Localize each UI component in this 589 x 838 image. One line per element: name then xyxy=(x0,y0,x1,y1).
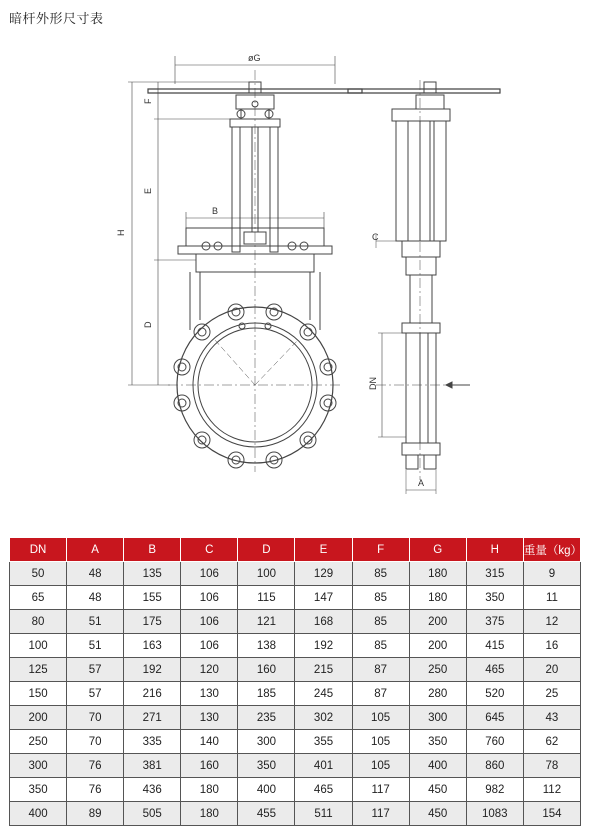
cell-dn: 400 xyxy=(10,802,67,826)
cell-e: 401 xyxy=(295,754,352,778)
cell-a: 76 xyxy=(67,778,124,802)
cell-h: 520 xyxy=(466,682,523,706)
cell-d: 185 xyxy=(238,682,295,706)
col-header-dn: DN xyxy=(10,538,67,562)
cell-a: 70 xyxy=(67,730,124,754)
label-a: A xyxy=(418,478,425,488)
cell-dn: 80 xyxy=(10,610,67,634)
cell-h: 415 xyxy=(466,634,523,658)
cell-weight: 9 xyxy=(523,562,580,586)
cell-e: 465 xyxy=(295,778,352,802)
col-header-e: E xyxy=(295,538,352,562)
label-dn: DN xyxy=(368,377,378,390)
col-header-b: B xyxy=(124,538,181,562)
cell-b: 505 xyxy=(124,802,181,826)
cell-f: 85 xyxy=(352,562,409,586)
col-header-f: F xyxy=(352,538,409,562)
cell-h: 465 xyxy=(466,658,523,682)
cell-f: 117 xyxy=(352,778,409,802)
cell-dn: 200 xyxy=(10,706,67,730)
cell-h: 375 xyxy=(466,610,523,634)
cell-g: 200 xyxy=(409,610,466,634)
cell-b: 135 xyxy=(124,562,181,586)
table-row xyxy=(10,562,581,586)
cell-g: 250 xyxy=(409,658,466,682)
cell-g: 350 xyxy=(409,730,466,754)
cell-weight: 25 xyxy=(523,682,580,706)
cell-a: 89 xyxy=(67,802,124,826)
cell-c: 160 xyxy=(181,754,238,778)
cell-b: 335 xyxy=(124,730,181,754)
table-row xyxy=(10,682,581,706)
cell-e: 245 xyxy=(295,682,352,706)
cell-b: 436 xyxy=(124,778,181,802)
cell-f: 87 xyxy=(352,682,409,706)
cell-weight: 11 xyxy=(523,586,580,610)
cell-a: 70 xyxy=(67,706,124,730)
cell-b: 155 xyxy=(124,586,181,610)
table-row xyxy=(10,610,581,634)
dimension-table xyxy=(9,537,581,826)
col-header-a: A xyxy=(67,538,124,562)
cell-d: 350 xyxy=(238,754,295,778)
col-header-c: C xyxy=(181,538,238,562)
cell-dn: 65 xyxy=(10,586,67,610)
cell-weight: 62 xyxy=(523,730,580,754)
cell-weight: 154 xyxy=(523,802,580,826)
cell-d: 455 xyxy=(238,802,295,826)
cell-h: 645 xyxy=(466,706,523,730)
cell-d: 235 xyxy=(238,706,295,730)
label-e: E xyxy=(143,187,153,194)
cell-g: 280 xyxy=(409,682,466,706)
cell-a: 76 xyxy=(67,754,124,778)
cell-c: 120 xyxy=(181,658,238,682)
cell-c: 180 xyxy=(181,778,238,802)
cell-e: 355 xyxy=(295,730,352,754)
cell-weight: 78 xyxy=(523,754,580,778)
cell-weight: 112 xyxy=(523,778,580,802)
table-row xyxy=(10,754,581,778)
col-header-g: G xyxy=(409,538,466,562)
cell-f: 87 xyxy=(352,658,409,682)
label-b: B xyxy=(212,206,219,216)
cell-a: 57 xyxy=(67,658,124,682)
label-d: D xyxy=(143,321,153,328)
cell-e: 511 xyxy=(295,802,352,826)
cell-c: 106 xyxy=(181,634,238,658)
page-title: 暗杆外形尺寸表 xyxy=(9,12,104,27)
cell-g: 200 xyxy=(409,634,466,658)
cell-weight: 16 xyxy=(523,634,580,658)
cell-f: 105 xyxy=(352,706,409,730)
cell-f: 105 xyxy=(352,730,409,754)
cell-b: 163 xyxy=(124,634,181,658)
cell-b: 192 xyxy=(124,658,181,682)
table-row xyxy=(10,802,581,826)
cell-h: 982 xyxy=(466,778,523,802)
cell-b: 271 xyxy=(124,706,181,730)
cell-b: 381 xyxy=(124,754,181,778)
cell-dn: 300 xyxy=(10,754,67,778)
valve-drawing xyxy=(0,40,589,500)
cell-a: 48 xyxy=(67,562,124,586)
cell-d: 121 xyxy=(238,610,295,634)
cell-dn: 50 xyxy=(10,562,67,586)
cell-dn: 100 xyxy=(10,634,67,658)
cell-d: 300 xyxy=(238,730,295,754)
cell-dn: 150 xyxy=(10,682,67,706)
cell-d: 138 xyxy=(238,634,295,658)
cell-d: 115 xyxy=(238,586,295,610)
cell-b: 216 xyxy=(124,682,181,706)
cell-a: 48 xyxy=(67,586,124,610)
cell-g: 400 xyxy=(409,754,466,778)
cell-g: 450 xyxy=(409,802,466,826)
table-row xyxy=(10,730,581,754)
table-body xyxy=(10,562,581,826)
cell-dn: 125 xyxy=(10,658,67,682)
cell-c: 130 xyxy=(181,682,238,706)
cell-h: 315 xyxy=(466,562,523,586)
table-header-row xyxy=(10,538,581,562)
cell-c: 140 xyxy=(181,730,238,754)
cell-d: 160 xyxy=(238,658,295,682)
cell-c: 106 xyxy=(181,562,238,586)
table-row xyxy=(10,658,581,682)
cell-g: 450 xyxy=(409,778,466,802)
cell-e: 302 xyxy=(295,706,352,730)
label-g: øG xyxy=(248,53,261,63)
cell-d: 100 xyxy=(238,562,295,586)
cell-d: 400 xyxy=(238,778,295,802)
cell-g: 300 xyxy=(409,706,466,730)
cell-weight: 20 xyxy=(523,658,580,682)
cell-e: 147 xyxy=(295,586,352,610)
cell-h: 350 xyxy=(466,586,523,610)
label-c: C xyxy=(372,232,379,242)
cell-c: 106 xyxy=(181,610,238,634)
col-header-d: D xyxy=(238,538,295,562)
table-row xyxy=(10,706,581,730)
cell-a: 57 xyxy=(67,682,124,706)
cell-e: 129 xyxy=(295,562,352,586)
cell-weight: 43 xyxy=(523,706,580,730)
label-f: F xyxy=(143,98,153,104)
cell-dn: 250 xyxy=(10,730,67,754)
table-row xyxy=(10,778,581,802)
cell-a: 51 xyxy=(67,634,124,658)
cell-e: 215 xyxy=(295,658,352,682)
cell-g: 180 xyxy=(409,562,466,586)
cell-g: 180 xyxy=(409,586,466,610)
cell-a: 51 xyxy=(67,610,124,634)
col-header-weight: 重量（kg） xyxy=(523,538,580,562)
cell-f: 117 xyxy=(352,802,409,826)
cell-e: 168 xyxy=(295,610,352,634)
label-h: H xyxy=(116,229,126,236)
cell-b: 175 xyxy=(124,610,181,634)
cell-f: 85 xyxy=(352,610,409,634)
cell-h: 860 xyxy=(466,754,523,778)
cell-c: 106 xyxy=(181,586,238,610)
table-row xyxy=(10,634,581,658)
col-header-h: H xyxy=(466,538,523,562)
cell-h: 1083 xyxy=(466,802,523,826)
cell-f: 85 xyxy=(352,586,409,610)
cell-h: 760 xyxy=(466,730,523,754)
table-row xyxy=(10,586,581,610)
cell-c: 130 xyxy=(181,706,238,730)
cell-c: 180 xyxy=(181,802,238,826)
cell-weight: 12 xyxy=(523,610,580,634)
cell-f: 85 xyxy=(352,634,409,658)
cell-e: 192 xyxy=(295,634,352,658)
cell-f: 105 xyxy=(352,754,409,778)
cell-dn: 350 xyxy=(10,778,67,802)
